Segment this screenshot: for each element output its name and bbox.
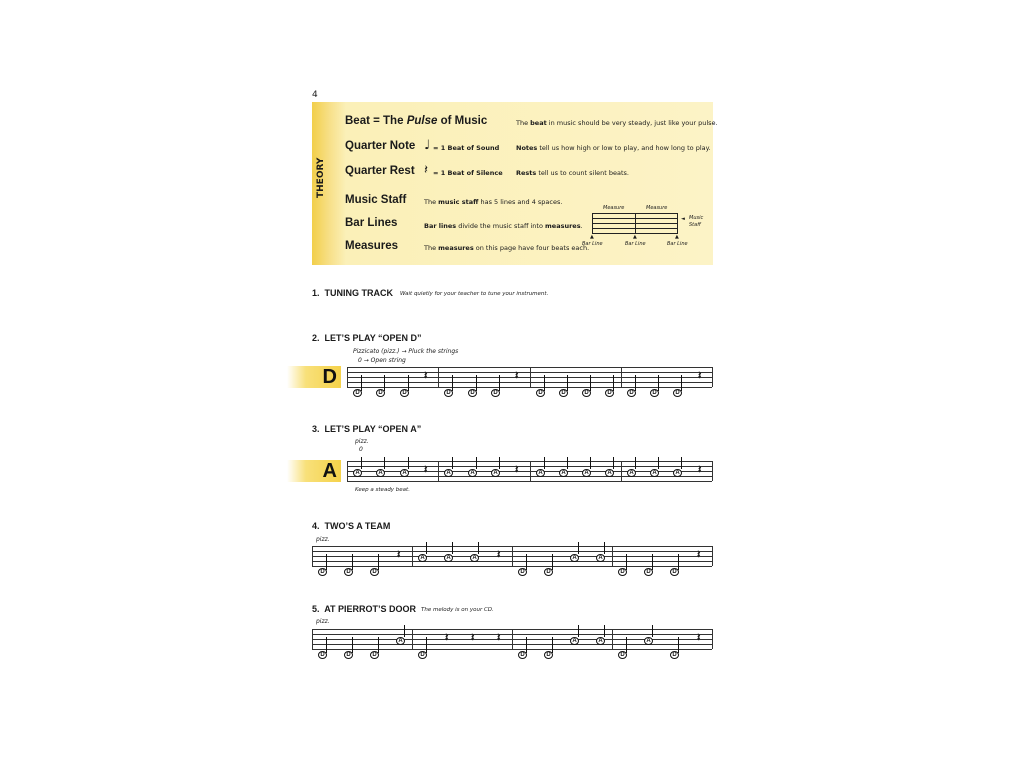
note-d: D bbox=[618, 568, 627, 576]
note-stem bbox=[567, 457, 568, 469]
note-a: A bbox=[559, 469, 568, 477]
note-stem bbox=[544, 375, 545, 391]
note-stem bbox=[526, 554, 527, 570]
pizz-label: pizz. bbox=[316, 536, 330, 543]
note-stem bbox=[626, 554, 627, 570]
note-stem bbox=[452, 542, 453, 554]
diagram-measure-label: Measure bbox=[646, 205, 668, 211]
note-stem bbox=[578, 542, 579, 554]
note-d: D bbox=[418, 651, 427, 659]
note-stem bbox=[590, 375, 591, 391]
note-stem bbox=[384, 375, 385, 391]
note-a: A bbox=[605, 469, 614, 477]
note-a: A bbox=[644, 637, 653, 645]
note-a: A bbox=[468, 469, 477, 477]
note-a: A bbox=[596, 637, 605, 645]
note-stem bbox=[361, 457, 362, 469]
note-stem bbox=[578, 625, 579, 637]
note-d: D bbox=[518, 651, 527, 659]
bar-line bbox=[347, 367, 348, 387]
theory-heading-quarter-rest: Quarter Rest bbox=[345, 165, 415, 177]
open-zero-label: 0 bbox=[359, 446, 363, 453]
note-d: D bbox=[353, 389, 362, 397]
bar-line bbox=[347, 461, 348, 481]
note-d: D bbox=[400, 389, 409, 397]
diagram-music-staff-label: Staff bbox=[689, 222, 701, 228]
theory-desc-beat: The beat in music should be very steady, just like your pulse. bbox=[516, 119, 718, 127]
note-a: A bbox=[418, 554, 427, 562]
diagram-bar-line-label: Bar Line bbox=[625, 241, 646, 247]
note-a: A bbox=[570, 554, 579, 562]
diagram-arrow-icon: ▲ bbox=[633, 234, 637, 240]
note-stem bbox=[604, 542, 605, 554]
bar-line bbox=[312, 629, 313, 649]
note-d: D bbox=[650, 389, 659, 397]
quarter-rest-icon: 𝄽 bbox=[697, 548, 701, 561]
note-d: D bbox=[544, 651, 553, 659]
staff-line bbox=[347, 481, 712, 482]
note-stem bbox=[499, 457, 500, 469]
theory-desc-rests: Rests tell us to count silent beats. bbox=[516, 169, 629, 177]
note-stem bbox=[452, 457, 453, 469]
quarter-rest-icon: 𝄽 bbox=[698, 369, 702, 382]
note-stem bbox=[476, 375, 477, 391]
note-d: D bbox=[344, 651, 353, 659]
pizz-label: pizz. bbox=[316, 618, 330, 625]
note-stem bbox=[378, 637, 379, 653]
diagram-measure-label: Measure bbox=[603, 205, 625, 211]
theory-desc-staff: The music staff has 5 lines and 4 spaces. bbox=[424, 198, 563, 206]
bar-line bbox=[621, 367, 622, 387]
bar-line bbox=[530, 461, 531, 481]
note-stem bbox=[352, 554, 353, 570]
note-a: A bbox=[444, 554, 453, 562]
quarter-rest-icon: 𝄽 bbox=[397, 548, 401, 561]
quarter-note-value: = 1 Beat of Sound bbox=[433, 144, 500, 152]
note-a: A bbox=[570, 637, 579, 645]
note-stem bbox=[526, 637, 527, 653]
theory-heading-quarter-note: Quarter Note bbox=[345, 140, 416, 152]
bar-line bbox=[438, 367, 439, 387]
note-d: D bbox=[582, 389, 591, 397]
note-d: D bbox=[605, 389, 614, 397]
note-stem bbox=[552, 637, 553, 653]
theory-heading-bar-lines: Bar Lines bbox=[345, 217, 398, 229]
quarter-rest-icon: 𝄽 bbox=[424, 369, 428, 382]
note-stem bbox=[678, 554, 679, 570]
note-d: D bbox=[468, 389, 477, 397]
note-stem bbox=[567, 375, 568, 391]
note-d: D bbox=[376, 389, 385, 397]
note-stem bbox=[404, 625, 405, 637]
note-stem bbox=[361, 375, 362, 391]
note-stem bbox=[378, 554, 379, 570]
note-stem bbox=[544, 457, 545, 469]
quarter-note-icon: ♩ bbox=[424, 138, 431, 153]
note-a: A bbox=[470, 554, 479, 562]
open-string-label: 0 → Open string bbox=[358, 357, 406, 364]
theory-desc-notes: Notes tell us how high or low to play, and how long to play. bbox=[516, 144, 711, 152]
string-letter-a: A bbox=[287, 460, 341, 482]
note-stem bbox=[635, 375, 636, 391]
quarter-rest-icon: 𝄽 bbox=[698, 463, 702, 476]
bar-line bbox=[712, 629, 713, 649]
quarter-rest-icon: 𝄽 bbox=[697, 631, 701, 644]
note-stem bbox=[678, 637, 679, 653]
note-d: D bbox=[627, 389, 636, 397]
note-d: D bbox=[673, 389, 682, 397]
quarter-rest-icon: 𝄽 bbox=[424, 463, 428, 476]
quarter-rest-icon: 𝄽 bbox=[445, 631, 449, 644]
note-a: A bbox=[376, 469, 385, 477]
note-d: D bbox=[559, 389, 568, 397]
quarter-rest-icon: 𝄽 bbox=[497, 548, 501, 561]
note-d: D bbox=[444, 389, 453, 397]
note-stem bbox=[408, 375, 409, 391]
note-a: A bbox=[596, 554, 605, 562]
quarter-rest-icon: 𝄽 bbox=[497, 631, 501, 644]
note-stem bbox=[635, 457, 636, 469]
note-stem bbox=[426, 637, 427, 653]
note-stem bbox=[384, 457, 385, 469]
diagram-bar-line-label: Bar Line bbox=[667, 241, 688, 247]
diagram-arrow-icon: ▲ bbox=[675, 234, 679, 240]
bar-line bbox=[530, 367, 531, 387]
bar-line bbox=[412, 546, 413, 566]
note-a: A bbox=[396, 637, 405, 645]
theory-heading-beat: Beat = The Pulse of Music bbox=[345, 115, 488, 127]
exercise-5-title: 5. AT PIERROT’S DOOR bbox=[312, 604, 417, 614]
theory-side-label: THEORY bbox=[316, 157, 326, 198]
exercise-2-title: 2. LET’S PLAY “OPEN D” bbox=[312, 333, 422, 343]
note-d: D bbox=[518, 568, 527, 576]
pizz-label: pizz. bbox=[355, 438, 369, 445]
theory-heading-music-staff: Music Staff bbox=[345, 194, 407, 206]
bar-line bbox=[712, 461, 713, 481]
note-a: A bbox=[491, 469, 500, 477]
diagram-music-staff-label: Music bbox=[689, 215, 704, 221]
exercise-5-note: The melody is on your CD. bbox=[421, 607, 494, 613]
note-stem bbox=[326, 637, 327, 653]
exercise-4-title: 4. TWO’S A TEAM bbox=[312, 521, 391, 531]
note-a: A bbox=[444, 469, 453, 477]
note-stem bbox=[452, 375, 453, 391]
diagram-bar-line bbox=[592, 213, 593, 233]
diagram-arrow-icon: ▲ bbox=[590, 234, 594, 240]
exercise-1-title: 1. TUNING TRACK bbox=[312, 288, 394, 298]
note-d: D bbox=[544, 568, 553, 576]
note-d: D bbox=[670, 568, 679, 576]
note-d: D bbox=[536, 389, 545, 397]
quarter-rest-icon: 𝄽 bbox=[515, 463, 519, 476]
note-d: D bbox=[370, 568, 379, 576]
note-d: D bbox=[618, 651, 627, 659]
pizzicato-label: Pizzicato (pizz.) → Pluck the strings bbox=[353, 348, 459, 355]
diagram-bar-line bbox=[635, 213, 636, 233]
bar-line bbox=[612, 546, 613, 566]
note-a: A bbox=[673, 469, 682, 477]
note-stem bbox=[681, 457, 682, 469]
staff-line bbox=[312, 649, 712, 650]
page-number: 4 bbox=[312, 90, 318, 100]
quarter-rest-icon: 𝄽 bbox=[515, 369, 519, 382]
note-a: A bbox=[650, 469, 659, 477]
note-stem bbox=[352, 637, 353, 653]
note-a: A bbox=[627, 469, 636, 477]
quarter-rest-icon: 𝄽 bbox=[471, 631, 475, 644]
note-stem bbox=[613, 457, 614, 469]
note-a: A bbox=[400, 469, 409, 477]
string-letter-d: D bbox=[287, 366, 341, 388]
quarter-rest-icon: 𝄽 bbox=[424, 163, 428, 178]
note-d: D bbox=[318, 568, 327, 576]
bar-line bbox=[612, 629, 613, 649]
note-stem bbox=[408, 457, 409, 469]
note-stem bbox=[476, 457, 477, 469]
note-stem bbox=[499, 375, 500, 391]
bar-line bbox=[412, 629, 413, 649]
note-stem bbox=[552, 554, 553, 570]
note-d: D bbox=[644, 568, 653, 576]
note-a: A bbox=[536, 469, 545, 477]
note-stem bbox=[326, 554, 327, 570]
quarter-rest-value: = 1 Beat of Silence bbox=[433, 169, 503, 177]
bar-line bbox=[438, 461, 439, 481]
diagram-arrow-icon: ◄ bbox=[681, 216, 685, 222]
note-stem bbox=[604, 625, 605, 637]
note-a: A bbox=[582, 469, 591, 477]
theory-desc-bar-lines: Bar lines divide the music staff into measures. bbox=[424, 222, 583, 230]
note-d: D bbox=[370, 651, 379, 659]
diagram-bar-line-label: Bar Line bbox=[582, 241, 603, 247]
note-stem bbox=[590, 457, 591, 469]
note-d: D bbox=[318, 651, 327, 659]
bar-line bbox=[512, 546, 513, 566]
note-a: A bbox=[353, 469, 362, 477]
note-stem bbox=[658, 457, 659, 469]
exercise-1-note: Wait quietly for your teacher to tune your instrument. bbox=[400, 291, 549, 297]
bar-line bbox=[712, 546, 713, 566]
diagram-bar-line bbox=[677, 213, 678, 233]
note-stem bbox=[626, 637, 627, 653]
note-stem bbox=[681, 375, 682, 391]
note-stem bbox=[652, 554, 653, 570]
note-stem bbox=[478, 542, 479, 554]
bar-line bbox=[712, 367, 713, 387]
note-stem bbox=[426, 542, 427, 554]
theory-desc-measures: The measures on this page have four beats each. bbox=[424, 244, 590, 252]
bar-line bbox=[312, 546, 313, 566]
bar-line bbox=[512, 629, 513, 649]
note-d: D bbox=[670, 651, 679, 659]
note-stem bbox=[658, 375, 659, 391]
exercise-3-title: 3. LET’S PLAY “OPEN A” bbox=[312, 424, 422, 434]
bar-line bbox=[621, 461, 622, 481]
note-stem bbox=[652, 625, 653, 637]
theory-heading-measures: Measures bbox=[345, 240, 399, 252]
note-stem bbox=[613, 375, 614, 391]
steady-beat-caption: Keep a steady beat. bbox=[355, 487, 410, 493]
note-d: D bbox=[491, 389, 500, 397]
note-d: D bbox=[344, 568, 353, 576]
